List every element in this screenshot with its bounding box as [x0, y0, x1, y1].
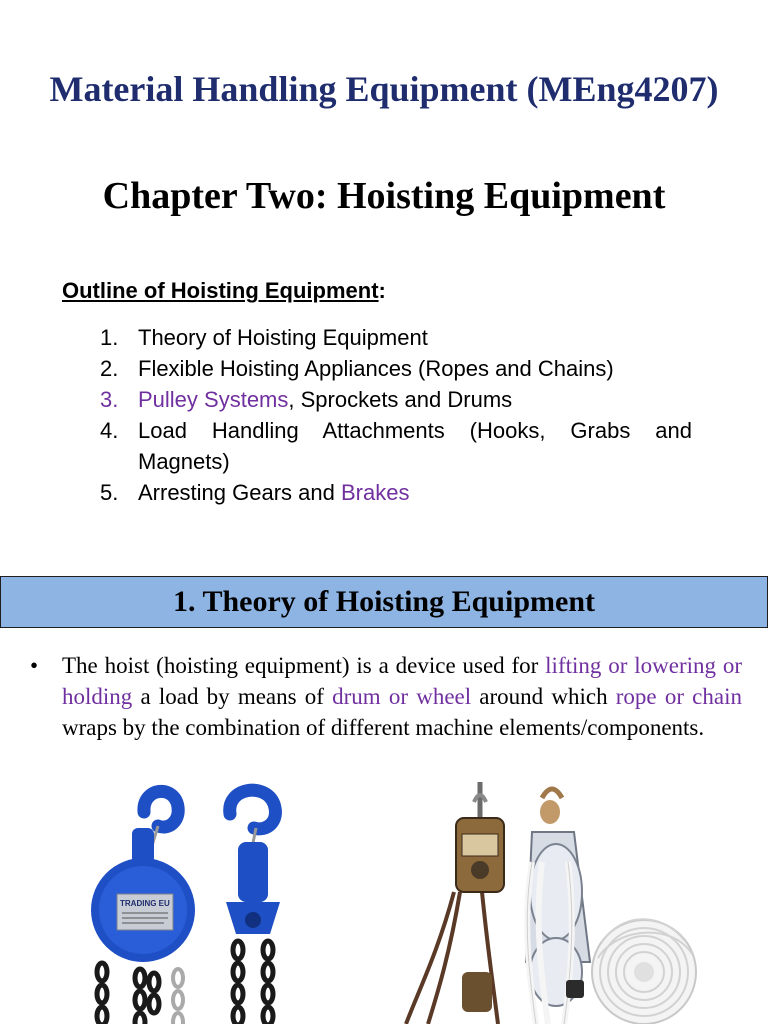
outline-item-text: Load Handling Attachments (Hooks, Grabs and Magnets) [138, 418, 692, 474]
outline-list [100, 322, 692, 508]
outline-item-highlight: Pulley Systems [138, 387, 289, 412]
pulley-block-photo [398, 782, 508, 1024]
outline-item-text: Arresting Gears and [138, 480, 341, 505]
outline-item-number: 4. [100, 418, 119, 443]
outline-item-number: 2. [100, 356, 119, 381]
rope-pulley-photo [512, 782, 702, 1024]
text-segment: around which [471, 684, 616, 709]
text-segment: a load by means of [132, 684, 333, 709]
text-segment: wraps by the combination of different machine elements/components. [62, 715, 705, 740]
outline-item-5 [100, 477, 692, 508]
outline-heading-colon: : [378, 278, 386, 303]
outline-item-number: 1. [100, 325, 119, 350]
highlight-drum: drum or wheel [332, 684, 472, 709]
bullet-icon: • [30, 653, 39, 678]
hoist-definition-bullet [30, 650, 742, 743]
outline-item-text: , Sprockets and Drums [288, 387, 513, 412]
outline-item-number: 5. [100, 480, 119, 505]
outline-item-number: 3. [100, 387, 119, 412]
outline-heading-text: Outline of Hoisting Equipment [62, 278, 379, 303]
outline-item-highlight: Brakes [340, 480, 410, 505]
chapter-title: Chapter Two: Hoisting Equipment [102, 175, 666, 217]
section-header-bar [0, 576, 768, 628]
outline-item-text: Flexible Hoisting Appliances (Ropes and Chains) [138, 356, 614, 381]
outline-item-2 [100, 353, 692, 384]
hoist-brand-label: TRADING EU [120, 899, 170, 908]
outline-item-1 [100, 322, 692, 353]
highlight-rope: rope or chain [615, 684, 742, 709]
outline-heading [62, 278, 386, 304]
text-segment: The hoist (hoisting equipment) is a device used for [62, 653, 546, 678]
outline-item-3 [100, 384, 692, 415]
highlight-lifting: lifting or lowering or holding [62, 653, 743, 709]
course-title: Material Handling Equipment (MEng4207) [49, 69, 719, 109]
outline-item-4 [100, 415, 692, 477]
chain-hoist-photo-2 [208, 782, 298, 1024]
chain-hoist-photo-1 [80, 782, 210, 1024]
section-title: 1. Theory of Hoisting Equipment [172, 585, 595, 618]
hoist-definition-text [62, 650, 742, 743]
outline-item-text: Theory of Hoisting Equipment [138, 325, 428, 350]
